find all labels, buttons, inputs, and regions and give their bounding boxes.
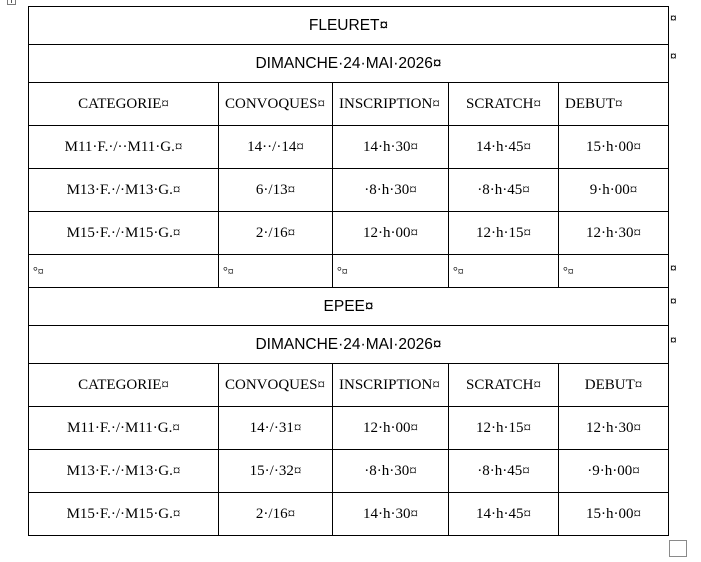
- text-cursor: [668, 46, 669, 64]
- epee-title[interactable]: EPEE¤: [29, 288, 669, 326]
- fleuret-title[interactable]: FLEURET¤: [29, 7, 669, 45]
- cell-convoques[interactable]: 2·/16¤: [219, 212, 333, 255]
- end-of-row-mark: ¤: [670, 294, 677, 308]
- cell-scratch[interactable]: 12·h·15¤: [449, 407, 559, 450]
- header-convoques[interactable]: CONVOQUES¤: [219, 364, 333, 407]
- spacer-cell[interactable]: °¤: [449, 255, 559, 288]
- cell-categorie[interactable]: M13·F.·/·M13·G.¤: [29, 450, 219, 493]
- header-categorie[interactable]: CATEGORIE¤: [29, 83, 219, 126]
- cell-debut[interactable]: 12·h·30¤: [559, 212, 669, 255]
- end-of-row-mark: ¤: [670, 333, 677, 347]
- epee-date[interactable]: DIMANCHE·24·MAI·2026¤: [29, 326, 669, 364]
- cell-categorie[interactable]: M15·F.·/·M15·G.¤: [29, 212, 219, 255]
- cell-scratch[interactable]: 12·h·15¤: [449, 212, 559, 255]
- table-row: [29, 126, 669, 169]
- cell-inscription[interactable]: ·8·h·30¤: [333, 450, 449, 493]
- cell-convoques[interactable]: 2·/16¤: [219, 493, 333, 536]
- table-row: [29, 450, 669, 493]
- end-of-row-mark: ¤: [670, 261, 677, 275]
- cell-scratch[interactable]: ·8·h·45¤: [449, 450, 559, 493]
- cell-debut[interactable]: 15·h·00¤: [559, 493, 669, 536]
- epee-header-row: [29, 364, 669, 407]
- header-scratch[interactable]: SCRATCH¤: [449, 83, 559, 126]
- header-convoques[interactable]: CONVOQUES¤: [219, 83, 333, 126]
- fleuret-date[interactable]: DIMANCHE·24·MAI·2026¤: [29, 45, 669, 83]
- cell-convoques[interactable]: 15·/·32¤: [219, 450, 333, 493]
- cell-categorie[interactable]: M11·F.·/··M11·G.¤: [29, 126, 219, 169]
- header-scratch[interactable]: SCRATCH¤: [449, 364, 559, 407]
- header-categorie[interactable]: CATEGORIE¤: [29, 364, 219, 407]
- fleuret-header-row: [29, 83, 669, 126]
- spacer-cell[interactable]: °¤: [333, 255, 449, 288]
- table-move-handle[interactable]: [7, 0, 16, 5]
- header-inscription[interactable]: INSCRIPTION¤: [333, 83, 449, 126]
- cell-categorie[interactable]: M11·F.·/·M11·G.¤: [29, 407, 219, 450]
- table-row: [29, 407, 669, 450]
- spacer-row: [29, 255, 669, 288]
- cell-debut[interactable]: 9·h·00¤: [559, 169, 669, 212]
- cell-inscription[interactable]: 12·h·00¤: [333, 212, 449, 255]
- table-row: [29, 169, 669, 212]
- cell-inscription[interactable]: ·8·h·30¤: [333, 169, 449, 212]
- table-row: [29, 212, 669, 255]
- spacer-cell[interactable]: °¤: [559, 255, 669, 288]
- end-of-row-mark: ¤: [670, 49, 677, 63]
- cell-categorie[interactable]: M15·F.·/·M15·G.¤: [29, 493, 219, 536]
- spacer-cell[interactable]: °¤: [29, 255, 219, 288]
- cell-inscription[interactable]: 12·h·00¤: [333, 407, 449, 450]
- end-of-row-mark: ¤: [670, 11, 677, 25]
- cell-scratch[interactable]: 14·h·45¤: [449, 493, 559, 536]
- header-inscription[interactable]: INSCRIPTION¤: [333, 364, 449, 407]
- spacer-cell[interactable]: °¤: [219, 255, 333, 288]
- cell-debut[interactable]: ·9·h·00¤: [559, 450, 669, 493]
- header-debut[interactable]: DEBUT¤: [559, 364, 669, 407]
- cell-convoques[interactable]: 14·/·31¤: [219, 407, 333, 450]
- cell-scratch[interactable]: ·8·h·45¤: [449, 169, 559, 212]
- cell-categorie[interactable]: M13·F.·/·M13·G.¤: [29, 169, 219, 212]
- header-debut[interactable]: DEBUT¤: [559, 83, 669, 126]
- cell-scratch[interactable]: 14·h·45¤: [449, 126, 559, 169]
- cell-convoques[interactable]: 6·/13¤: [219, 169, 333, 212]
- schedule-table: [28, 6, 669, 536]
- cell-debut[interactable]: 12·h·30¤: [559, 407, 669, 450]
- cell-debut[interactable]: 15·h·00¤: [559, 126, 669, 169]
- table-row: [29, 493, 669, 536]
- cell-inscription[interactable]: 14·h·30¤: [333, 493, 449, 536]
- cell-convoques[interactable]: 14··/·14¤: [219, 126, 333, 169]
- cell-inscription[interactable]: 14·h·30¤: [333, 126, 449, 169]
- table-resize-handle[interactable]: [669, 540, 687, 557]
